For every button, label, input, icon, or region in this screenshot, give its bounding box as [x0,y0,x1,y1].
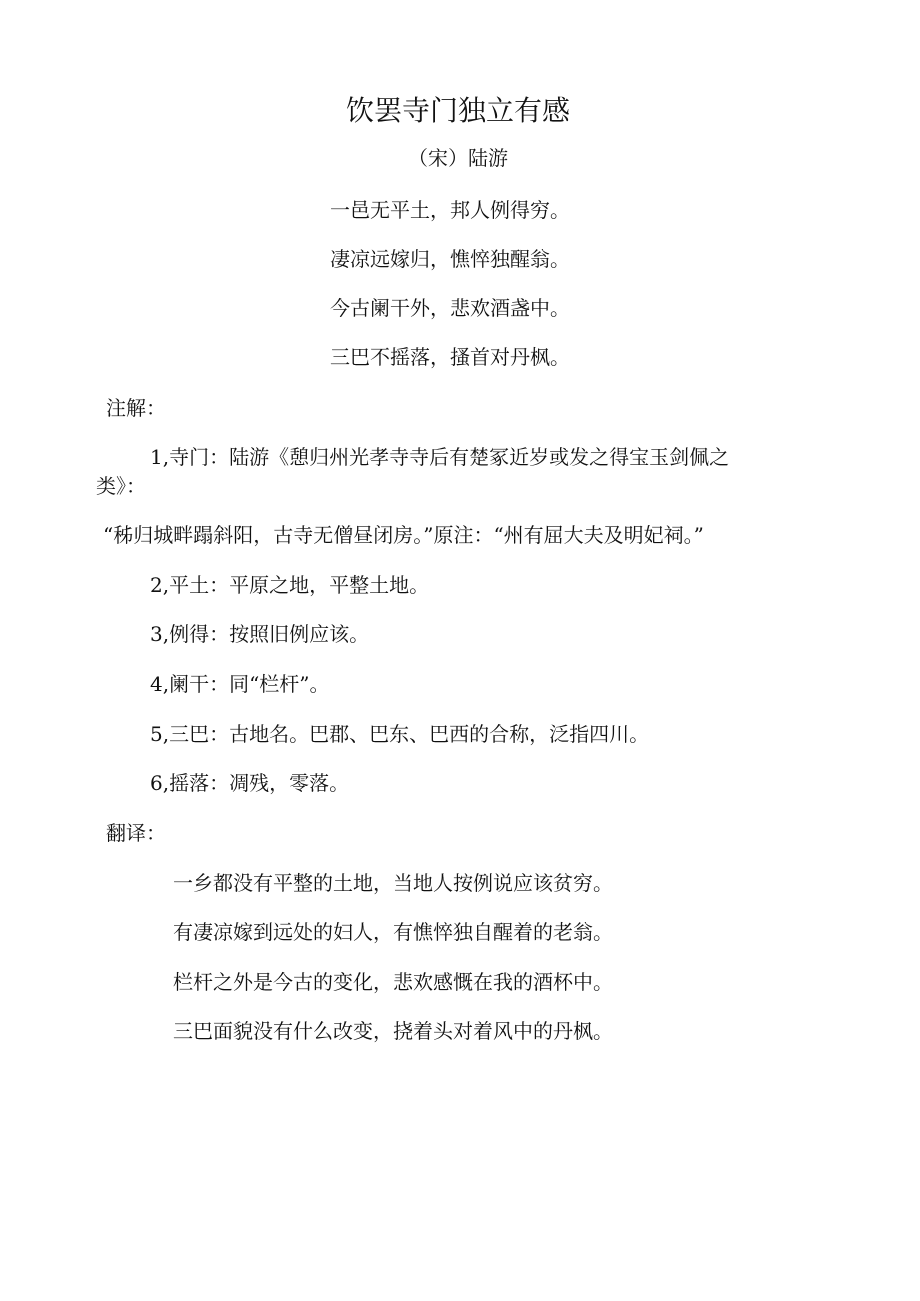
annotation-1-quote: “秭归城畔蹋斜阳，古寺无僧昼闭房。”原注：“州有屈大夫及明妃祠。” [103,523,704,547]
translation-line-3: 栏杆之外是今古的变化，悲欢感慨在我的酒杯中。 [173,970,613,994]
annotation-4: 4,阑干：同“栏杆”。 [150,672,330,696]
translation-line-4: 三巴面貌没有什么改变，挠着头对着风中的丹枫。 [173,1019,613,1043]
translation-heading: 翻译： [106,821,166,845]
translation-line-2: 有凄凉嫁到远处的妇人，有憔悴独自醒着的老翁。 [173,920,613,944]
annotation-6: 6,摇落：凋残，零落。 [150,771,350,795]
poem-line-4: 三巴不摇落，搔首对丹枫。 [330,345,570,369]
poem-title: 饮罢寺门独立有感 [345,94,570,127]
poem-line-1: 一邑无平土，邦人例得穷。 [330,198,570,222]
poem-line-3: 今古阑干外，悲欢酒盏中。 [330,296,570,320]
annotation-5: 5,三巴：古地名。巴郡、巴东、巴西的合称，泛指四川。 [150,722,650,746]
annotation-1-line-1: 1,寺门：陆游《憩归州光孝寺寺后有楚冢近岁或发之得宝玉剑佩之 [150,445,730,469]
annotations-heading: 注解： [106,396,166,420]
annotation-1-line-2: 类》： [96,474,146,498]
annotation-2: 2,平土：平原之地，平整土地。 [150,573,430,597]
poem-line-2: 凄凉远嫁归，憔悴独醒翁。 [330,247,570,271]
poem-author: （宋）陆游 [408,146,508,170]
translation-line-1: 一乡都没有平整的土地，当地人按例说应该贫穷。 [173,871,613,895]
annotation-3: 3,例得：按照旧例应该。 [150,622,370,646]
